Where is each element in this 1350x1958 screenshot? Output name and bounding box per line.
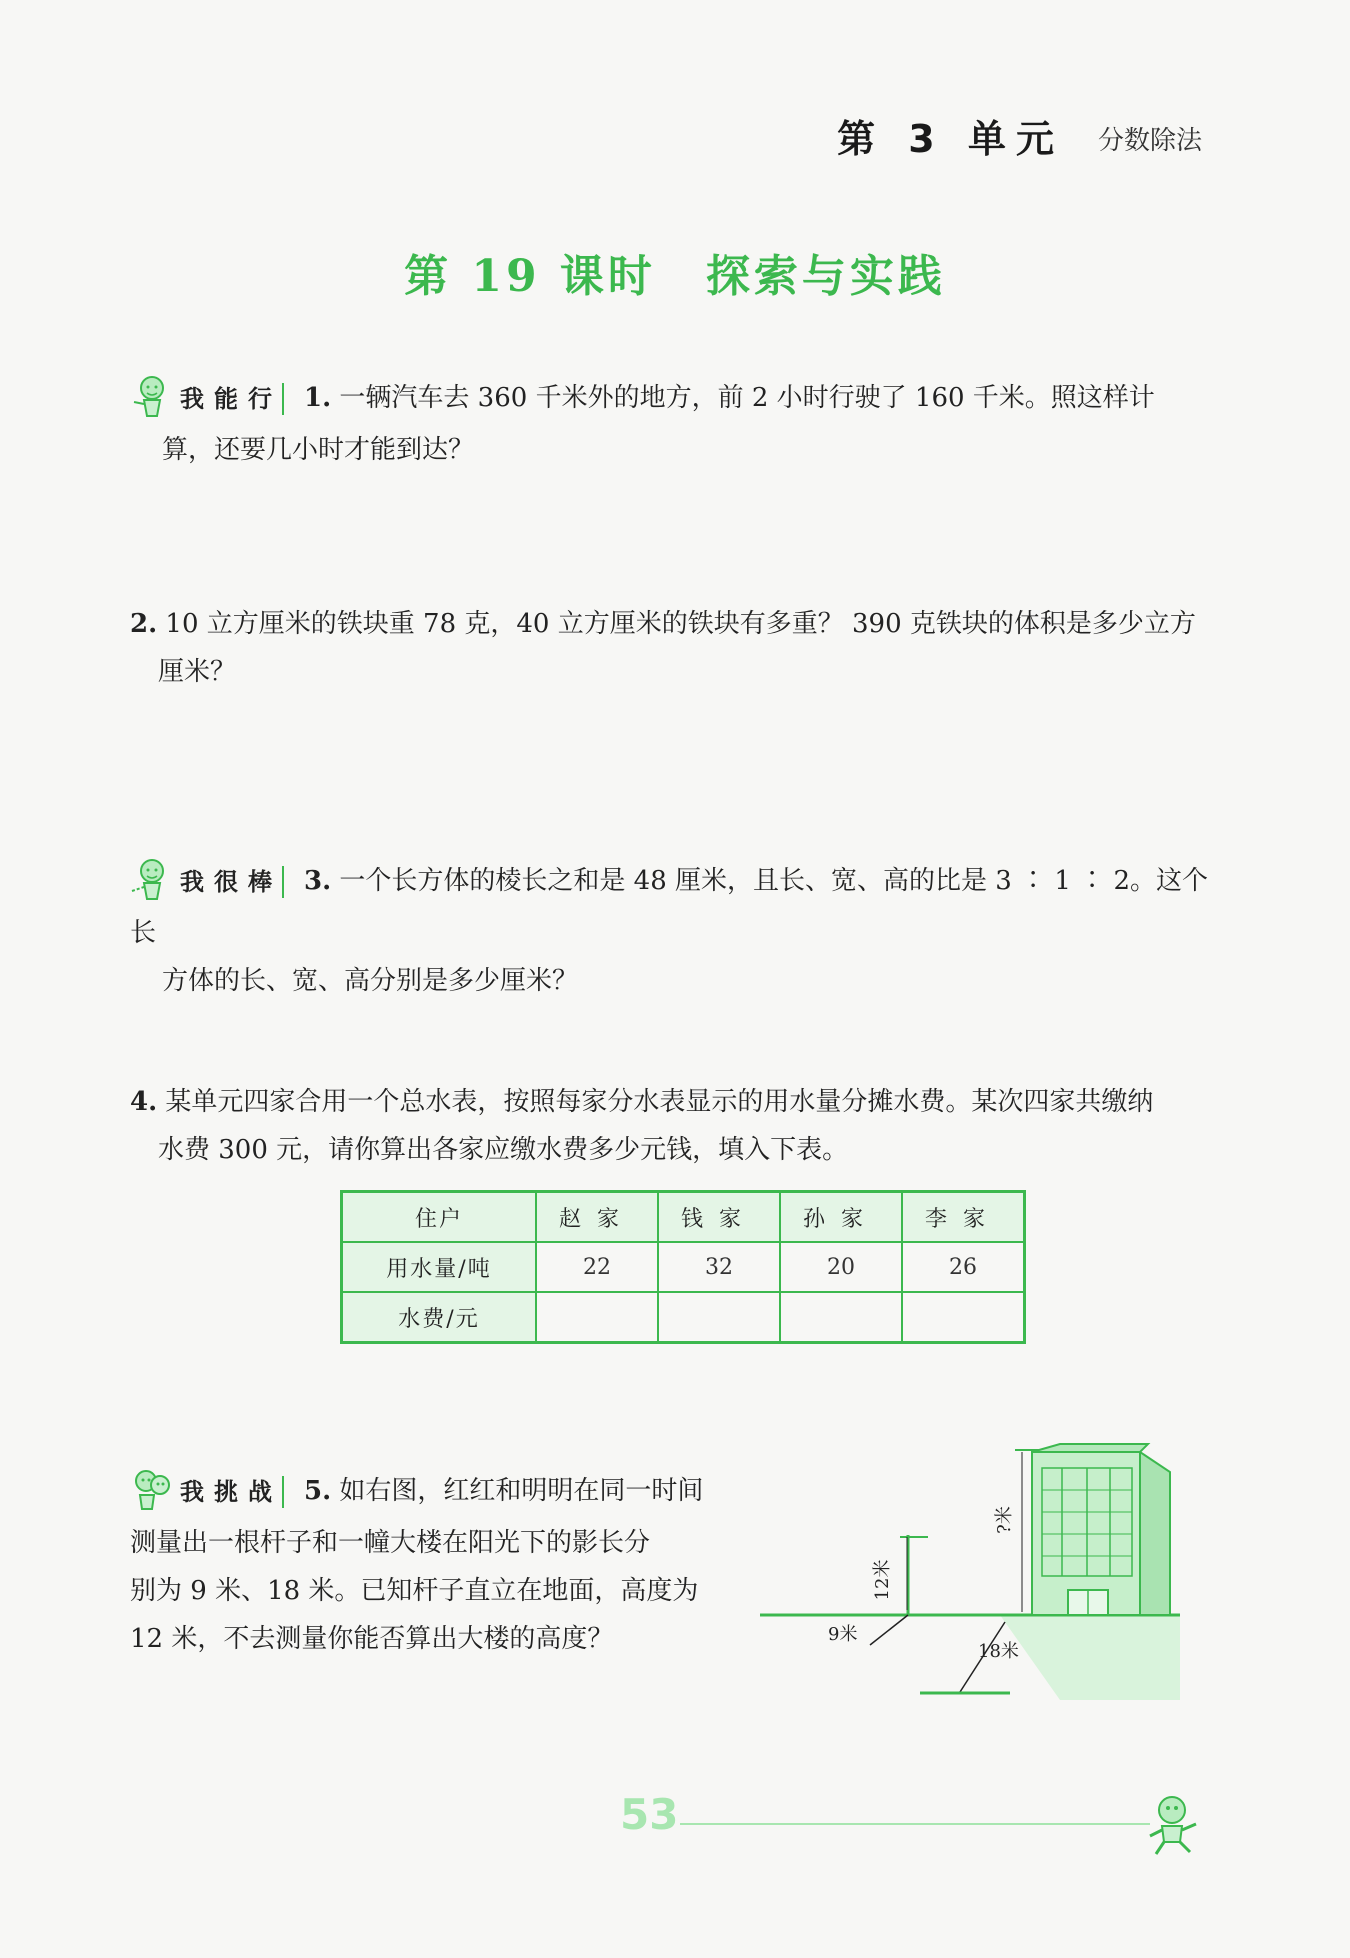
answer-cell[interactable] (536, 1292, 658, 1343)
question-3 (130, 855, 1220, 1005)
table-header-cell: 住户 (342, 1192, 537, 1243)
water-fee-table (340, 1190, 1026, 1344)
running-child-icon (1140, 1790, 1210, 1860)
question-text-line3: 别为 9 米、18 米。已知杆子直立在地面，高度为 (130, 1576, 699, 1606)
question-text-line1: 一辆汽车去 360 千米外的地方，前 2 小时行驶了 160 千米。照这样计 (339, 383, 1155, 413)
table-cell: 26 (902, 1242, 1025, 1292)
unit-title: 第 3 单元 (829, 108, 1072, 167)
building-height-label: ?米 (994, 1506, 1015, 1534)
row-label: 水费/元 (342, 1292, 537, 1343)
table-header-cell: 李家 (902, 1192, 1025, 1243)
pole-height-label: 12米 (872, 1559, 893, 1601)
child-mascot-icon (130, 372, 174, 426)
lesson-number: 第 19 课时 (404, 251, 656, 302)
question-4 (130, 1078, 1220, 1174)
page-number: 53 (620, 1790, 679, 1839)
question-1 (130, 372, 1220, 474)
shadow-measurement-figure (760, 1440, 1230, 1700)
question-text-line4: 12 米，不去测量你能否算出大楼的高度？ (130, 1624, 614, 1654)
section-badge-level2 (130, 855, 284, 909)
lesson-topic: 探索与实践 (705, 251, 946, 302)
section-label: 我很棒 (180, 868, 282, 896)
question-text-line2: 厘米？ (158, 657, 237, 687)
question-number: 5. (304, 1476, 332, 1506)
question-text-line1: 某单元四家合用一个总水表，按照每家分水表显示的用水量分摊水费。某次四家共缴纳 (165, 1087, 1154, 1117)
question-2 (130, 600, 1220, 696)
building-shadow-area (1000, 1615, 1180, 1700)
question-text-line1: 如右图，红红和明明在同一时间 (339, 1476, 704, 1506)
section-label: 我挑战 (180, 1478, 282, 1506)
row-label: 用水量/吨 (342, 1242, 537, 1292)
table-header-cell: 孙家 (780, 1192, 902, 1243)
table-cell: 20 (780, 1242, 902, 1292)
child-mascot-icon (130, 855, 174, 909)
answer-cell[interactable] (658, 1292, 780, 1343)
question-text-line2: 测量出一根杆子和一幢大楼在阳光下的影长分 (130, 1528, 651, 1558)
footer-rule (680, 1823, 1150, 1825)
question-text-line2: 水费 300 元，请你算出各家应缴水费多少元钱，填入下表。 (158, 1135, 849, 1165)
table-row (342, 1242, 1025, 1292)
table-cell: 32 (658, 1242, 780, 1292)
building-icon (1032, 1444, 1170, 1615)
question-number: 4. (130, 1087, 158, 1117)
table-header-cell: 赵家 (536, 1192, 658, 1243)
building-shadow-label: 18米 (978, 1641, 1019, 1662)
question-number: 2. (130, 609, 158, 639)
table-header-cell: 钱家 (658, 1192, 780, 1243)
question-text-line1: 一个长方体的棱长之和是 48 厘米，且长、宽、高的比是 3 ∶ 1 ∶ 2。这个长 (130, 866, 1208, 948)
question-5 (130, 1465, 760, 1663)
child-mascot-icon (130, 1465, 174, 1519)
unit-header (829, 108, 1202, 167)
section-badge-level3 (130, 1465, 284, 1519)
section-label: 我能行 (180, 385, 282, 413)
question-text-line1: 10 立方厘米的铁块重 78 克，40 立方厘米的铁块有多重？ 390 克铁块的体积是多少立方 (165, 609, 1196, 639)
question-text-line2: 方体的长、宽、高分别是多少厘米？ (162, 966, 579, 996)
lesson-title (0, 240, 1350, 304)
section-badge-level1 (130, 372, 284, 426)
unit-subtitle: 分数除法 (1097, 126, 1202, 156)
answer-cell[interactable] (902, 1292, 1025, 1343)
table-row (342, 1292, 1025, 1343)
answer-cell[interactable] (780, 1292, 902, 1343)
table-header-row (342, 1192, 1025, 1243)
question-number: 3. (304, 866, 332, 896)
question-number: 1. (304, 383, 332, 413)
question-text-line2: 算，还要几小时才能到达？ (162, 435, 475, 465)
pole-shadow-label: 9米 (828, 1624, 858, 1645)
table-cell: 22 (536, 1242, 658, 1292)
